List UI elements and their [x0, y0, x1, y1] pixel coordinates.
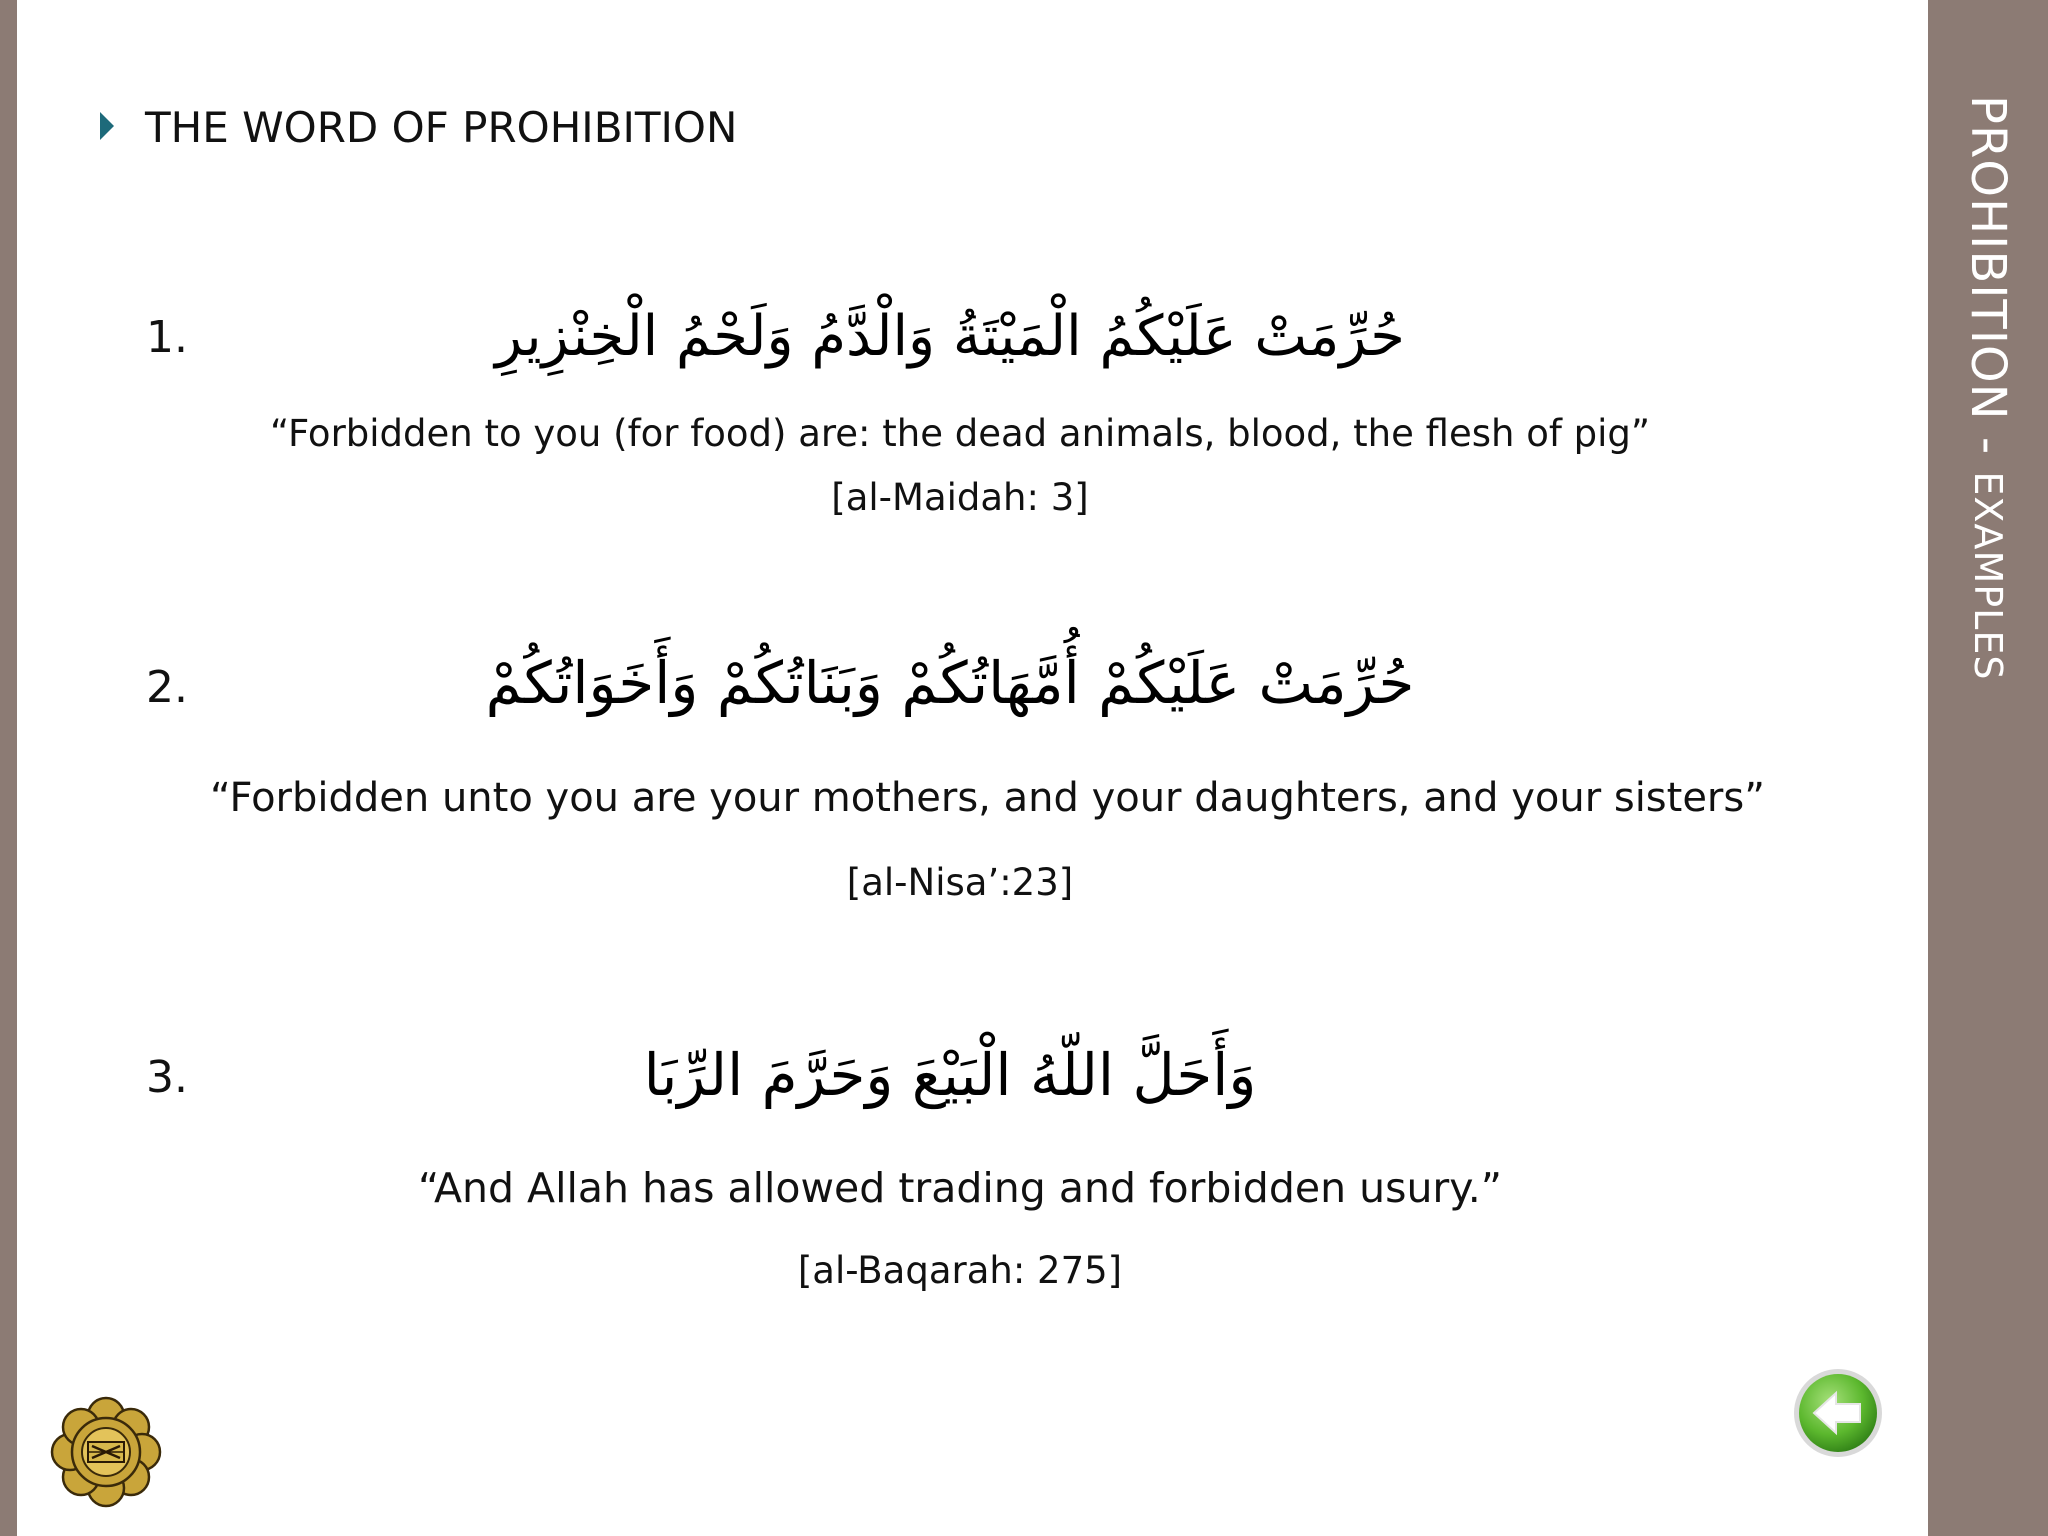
translation-2: “Forbidden unto you are your mothers, and your daughters, and your sisters”	[210, 775, 1765, 821]
reference-3: [al-Baqarah: 275]	[797, 1249, 1123, 1292]
slide-title-main: PROHIBITION -	[1960, 95, 2016, 472]
section-heading: THE WORD OF PROHIBITION	[145, 103, 738, 152]
translation-3: “And Allah has allowed trading and forbidden usury.”	[418, 1164, 1502, 1212]
arabic-verse-3: وَأَحَلَّ اللّهُ الْبَيْعَ وَحَرَّمَ الرِّبَا	[643, 1041, 1257, 1109]
reference-1: [al-Maidah: 3]	[831, 476, 1089, 519]
item-number-1: 1.	[146, 312, 188, 363]
item-number-3: 3.	[146, 1052, 188, 1103]
triangle-bullet-icon	[100, 112, 114, 140]
slide-title	[1958, 95, 2018, 715]
slide-title-sub: EXAMPLES	[1966, 471, 2010, 681]
back-arrow-icon	[1790, 1365, 1886, 1461]
left-border-band	[0, 0, 17, 1536]
arabic-verse-1: حُرِّمَتْ عَلَيْكُمُ الْمَيْتَةُ وَالْدَّمُ وَلَحْمُ الْخِنْزِيرِ	[495, 304, 1405, 369]
back-button[interactable]	[1790, 1365, 1886, 1461]
arabic-verse-2: حُرِّمَتْ عَلَيْكُمْ أُمَّهَاتُكُمْ وَبَنَاتُكُمْ وَأَخَوَاتُكُمْ	[485, 649, 1415, 717]
translation-1: “Forbidden to you (for food) are: the dead animals, blood, the flesh of pig”	[269, 412, 1651, 455]
reference-2: [al-Nisa’:23]	[846, 861, 1074, 904]
item-number-2: 2.	[146, 662, 188, 713]
emblem-logo-icon	[44, 1396, 168, 1508]
